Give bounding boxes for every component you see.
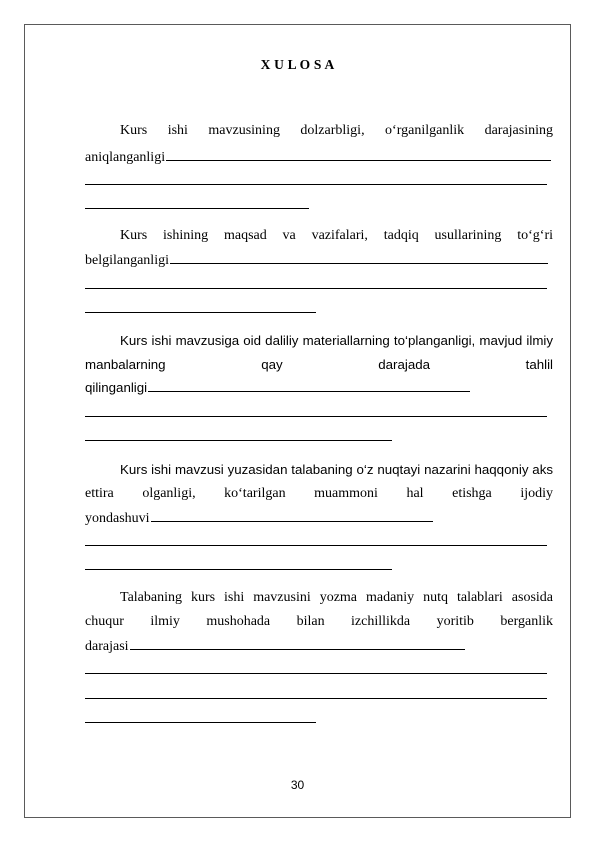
- answer-field[interactable]: [170, 251, 548, 264]
- section-1-label: aniqlanganligi: [85, 150, 166, 165]
- section-3-line-1: Kurs ishi mavzusiga oid daliliy materiallarning to‘planganligi, mavjud ilmiy: [120, 333, 553, 348]
- answer-line[interactable]: [85, 416, 547, 417]
- section-5-line-2: chuqur ilmiy mushohada bilan izchillikda yoritib berganlik: [85, 614, 553, 629]
- answer-field[interactable]: [166, 148, 551, 161]
- section-5-line-3: [85, 637, 553, 655]
- answer-line[interactable]: [85, 184, 547, 185]
- section-3-line-3: [85, 379, 553, 396]
- answer-line[interactable]: [85, 312, 316, 313]
- section-4-line-3: [85, 509, 553, 527]
- section-1-line-2: [85, 148, 553, 166]
- answer-line[interactable]: [85, 545, 547, 546]
- answer-line[interactable]: [85, 569, 392, 570]
- section-3-label: qilinganligi: [85, 380, 148, 395]
- section-4-line-1: Kurs ishi mavzusi yuzasidan talabaning o‘z nuqtayi nazarini haqqoniy aks: [120, 462, 553, 477]
- answer-line[interactable]: [85, 288, 547, 289]
- page-title: X U L O S A: [260, 57, 335, 72]
- answer-line[interactable]: [85, 208, 309, 209]
- page-number: 30: [290, 778, 305, 792]
- section-4-label: yondashuvi: [85, 511, 150, 526]
- answer-field[interactable]: [148, 379, 470, 392]
- section-5-label: darajasi: [85, 639, 129, 654]
- answer-line[interactable]: [85, 440, 392, 441]
- answer-field[interactable]: [151, 509, 433, 522]
- section-5-line-1: Talabaning kurs ishi mavzusini yozma madaniy nutq talablari asosida: [120, 590, 553, 605]
- answer-line[interactable]: [85, 698, 547, 699]
- answer-line[interactable]: [85, 722, 316, 723]
- section-2-line-1: Kurs ishining maqsad va vazifalari, tadqiq usullarining to‘g‘ri: [120, 228, 553, 243]
- section-2-label: belgilanganligi: [85, 253, 169, 268]
- section-4-line-2: ettira olganligi, ko‘tarilgan muammoni hal etishga ijodiy: [85, 486, 553, 501]
- section-3-line-2: manbalarning qay darajada tahlil: [85, 357, 553, 372]
- section-1-line-1: Kurs ishi mavzusining dolzarbligi, o‘rganilganlik darajasining: [120, 123, 553, 138]
- answer-line[interactable]: [85, 673, 547, 674]
- answer-field[interactable]: [130, 637, 465, 650]
- section-2-line-2: [85, 251, 553, 269]
